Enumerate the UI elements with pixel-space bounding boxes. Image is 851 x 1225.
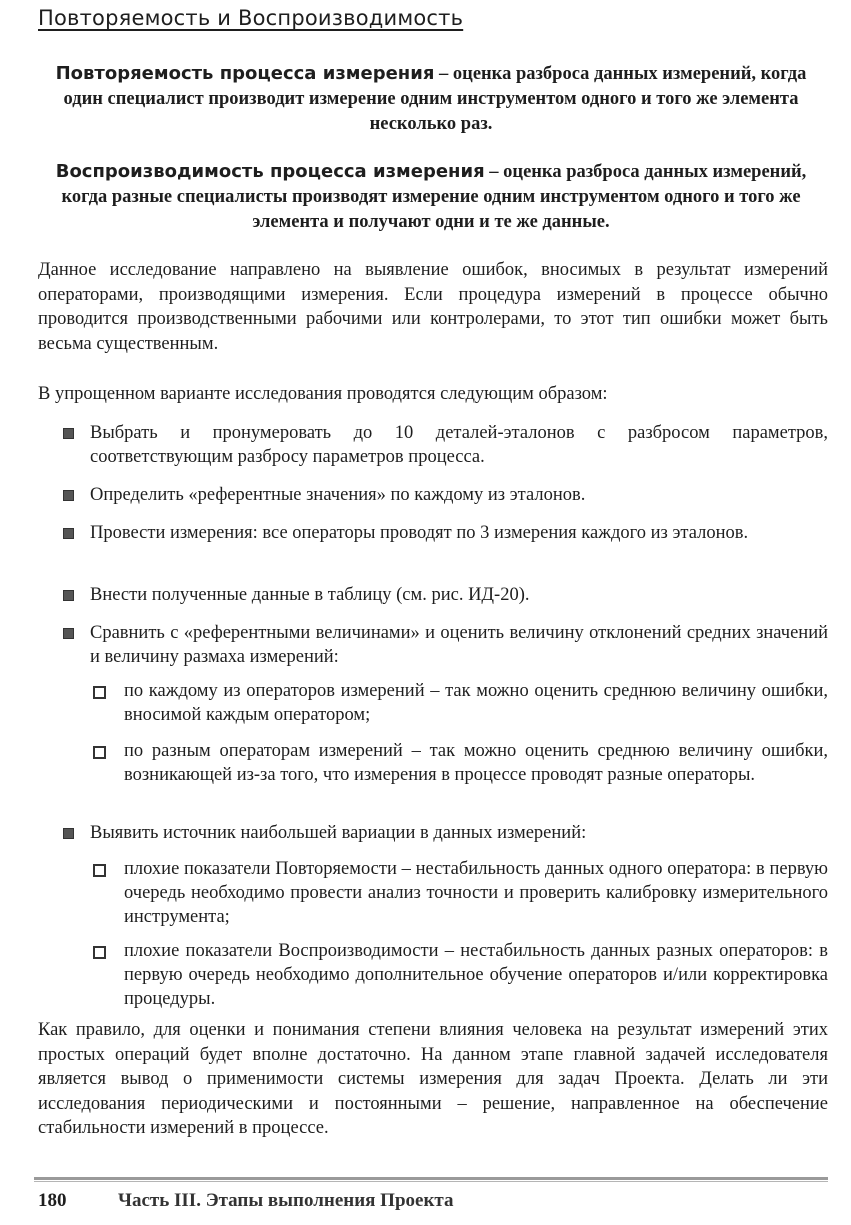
list-item: Выявить источник наибольшей вариации в данных измерений: xyxy=(62,821,828,845)
square-bullet-icon xyxy=(63,590,74,601)
intro-paragraph: Данное исследование направлено на выявление ошибок, вносимых в результат измерений операторами, производящими измерения. Если процедура измерений в процессе обычно проводится производственными рабочими или контролерами, то этот тип ошибки может быть весьма существенным. xyxy=(38,260,828,354)
lead-paragraph: В упрощенном варианте исследования проводятся следующим образом: xyxy=(38,384,608,404)
list-item: по каждому из операторов измерений – так можно оценить среднюю величину ошибки, вносимой каждым оператором; xyxy=(90,679,828,727)
hollow-square-bullet-icon xyxy=(93,946,106,959)
list-item: Сравнить с «референтными величинами» и оценить величину отклонений средних значений и величину размаха измерений: xyxy=(62,621,828,669)
list-item: Провести измерения: все операторы проводят по 3 измерения каждого из эталонов. xyxy=(62,521,828,545)
variation-sublist xyxy=(90,857,828,929)
list-item: плохие показатели Воспроизводимости – нестабильность данных разных операторов: в первую очередь необходимо дополнительное обучение операторов и/или корректировка процедуры. xyxy=(90,939,828,1011)
hollow-square-bullet-icon xyxy=(93,864,106,877)
steps-list xyxy=(62,821,828,845)
list-item: по разным операторам измерений – так можно оценить среднюю величину ошибки, возникающей из-за того, что измерения в процессе проводят разные операторы. xyxy=(90,739,828,787)
page-number: 180 xyxy=(38,1190,67,1211)
steps-list xyxy=(62,583,828,607)
steps-list xyxy=(62,521,828,545)
steps-list xyxy=(62,621,828,669)
list-item: плохие показатели Повторяемости – нестабильность данных одного оператора: в первую очередь необходимо провести анализ точности и проверить калибровку измерительного инструмента; xyxy=(90,857,828,929)
definition-repeatability xyxy=(36,61,826,137)
square-bullet-icon xyxy=(63,628,74,639)
definition-text: – оценка разброса данных измерений, когда один специалист производит измерение одним инструментом одного и того же элемента несколько раз. xyxy=(63,64,807,134)
square-bullet-icon xyxy=(63,528,74,539)
variation-sublist xyxy=(90,939,828,1011)
compare-sublist xyxy=(90,679,828,727)
definition-term: Воспроизводимость процесса измерения xyxy=(55,161,485,182)
hollow-square-bullet-icon xyxy=(93,686,106,699)
list-item: Выбрать и пронумеровать до 10 деталей-эталонов с разбросом параметров, соответствующим разбросу параметров процесса. xyxy=(62,421,828,469)
definition-text: – оценка разброса данных измерений, когда разные специалисты производят измерение одним инструментом одного и того же элемента и получают одни и те же данные. xyxy=(61,162,807,232)
running-title: Часть III. Этапы выполнения Проекта xyxy=(118,1190,454,1211)
definition-term: Повторяемость процесса измерения xyxy=(55,63,435,84)
square-bullet-icon xyxy=(63,828,74,839)
footer-divider xyxy=(34,1177,828,1180)
definition-reproducibility xyxy=(36,159,826,235)
steps-list xyxy=(62,483,828,507)
page-title: Повторяемость и Воспроизводимость xyxy=(38,6,464,30)
list-item: Внести полученные данные в таблицу (см. рис. ИД-20). xyxy=(62,583,828,607)
list-item: Определить «референтные значения» по каждому из эталонов. xyxy=(62,483,828,507)
square-bullet-icon xyxy=(63,428,74,439)
compare-sublist xyxy=(90,739,828,787)
conclusion-paragraph: Как правило, для оценки и понимания степени влияния человека на результат измерений этих простых операций будет вполне достаточно. На данном этапе главной задачей исследователя является вывод о применимости системы измерения для задач Проекта. Делать ли эти исследования периодическими и постоянными – решение, направленное на обеспечение стабильности измерений в процессе. xyxy=(38,1020,828,1138)
steps-list xyxy=(62,421,828,469)
hollow-square-bullet-icon xyxy=(93,746,106,759)
footer-divider-thin xyxy=(34,1181,828,1182)
square-bullet-icon xyxy=(63,490,74,501)
